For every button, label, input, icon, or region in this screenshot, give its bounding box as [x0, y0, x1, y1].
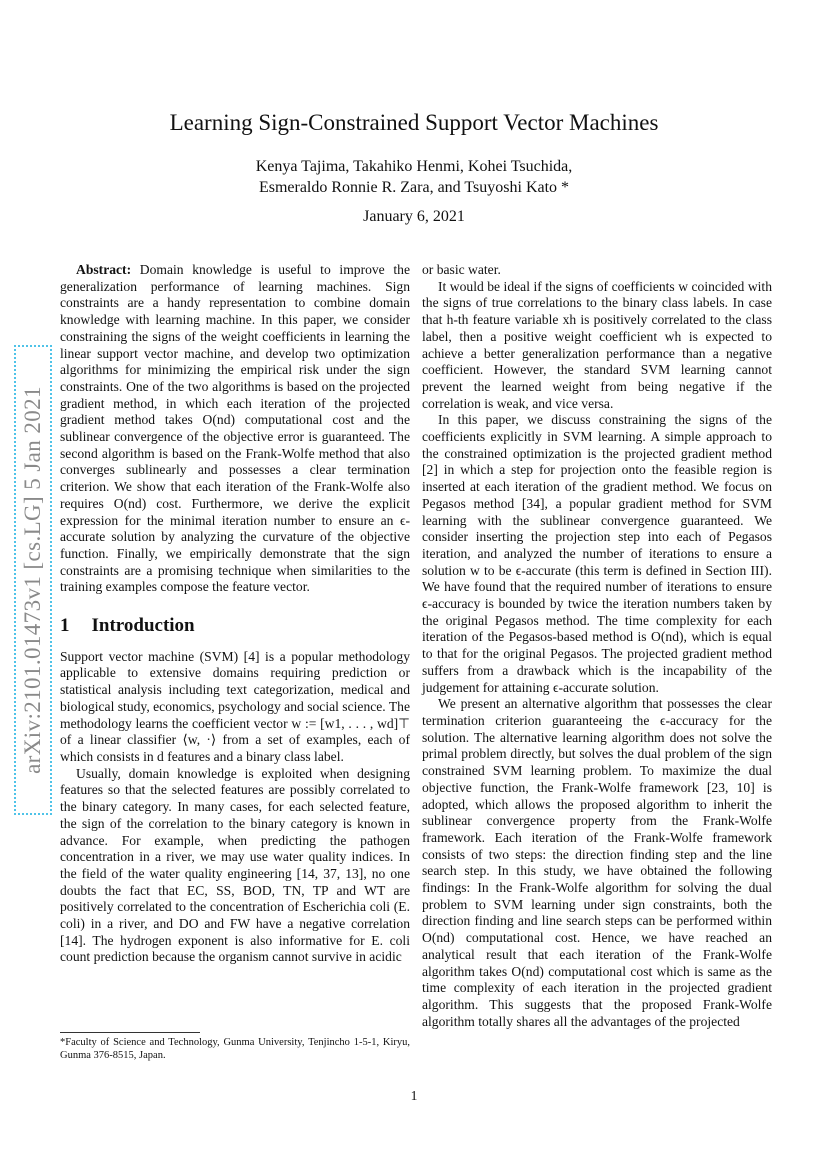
right-paragraph-2: In this paper, we discuss constraining the signs of the coefficients explicitly in SVM learning. A simple approach to the constrained optimization is the projected gradient method [2] in which a step for projection onto the feasible region is inserted at each iteration of the gradient method. We focus on Pegasos method [34], a popular gradient method for SVM learning with the sublinear convergence guaranteed. We consider inserting the projection step into each of Pegasos iteration, and analyzed the number of iterations to ensure a solution w to be ϵ-accurate (this term is defined in Section III). We have found that the required number of iterations to ensure ϵ-accuracy is bounded by twice the iteration numbers taken by the original Pegasos method. The time complexity for each iteration of the Pegasos-based method is O(nd), which is equal to that for the original Pegasos. The projected gradient method suffers from a drawback which is the incapability of the judgement for attaining ϵ-accurate solution. [422, 412, 772, 695]
paper-title: Learning Sign-Constrained Support Vector Machines [169, 110, 659, 135]
author-line-2: Esmeraldo Ronnie R. Zara, and Tsuyoshi Kato * [258, 179, 570, 196]
right-column [422, 262, 772, 1030]
author-line-1: Kenya Tajima, Takahiko Henmi, Kohei Tsuchida, [255, 158, 573, 175]
arxiv-identifier-text: arXiv:2101.01473v1 [cs.LG] 5 Jan 2021 [20, 386, 46, 774]
affiliation-footnote: *Faculty of Science and Technology, Gunma University, Tenjincho 1-5-1, Kiryu, Gunma 376-8515, Japan. [60, 1037, 410, 1061]
page-number: 1 [410, 1088, 418, 1103]
paper-date: January 6, 2021 [363, 208, 465, 225]
right-paragraph-continuation: or basic water. [422, 262, 501, 277]
left-column [60, 262, 410, 966]
abstract-text: Domain knowledge is useful to improve the generalization performance of learning machines. Sign constraints are a handy representation to combine domain knowledge with learning machine. In this paper, we consider constraining the signs of the weight coefficients in learning the linear support vector machine, and develop two optimization algorithms for minimizing the empirical risk under the sign constraints. One of the two algorithms is based on the projected gradient method, in which each iteration of the projected gradient method takes O(nd) computational cost and the sublinear convergence of the objective error is guaranteed. The second algorithm is based on the Frank-Wolfe method that also converges sublinearly and possesses a clear termination criterion. We show that each iteration of the Frank-Wolfe also requires O(nd) cost. Furthermore, we derive the explicit expression for the minimal iteration number to ensure an ϵ-accurate solution by analyzing the curvature of the objective function. Finally, we empirically demonstrate that the sign constraints are a promising technique when similarities to the training examples compose the feature vector. [60, 262, 410, 595]
abstract-paragraph [60, 262, 410, 596]
abstract-label: Abstract: [76, 262, 132, 277]
intro-paragraph-2: Usually, domain knowledge is exploited when designing features so that the selected features are possibly correlated to the binary category. In many cases, for each selected feature, the sign of the correlation to the binary category is known in advance. For example, when predicting the pathogen concentration in a river, we may use water quality indices. In the field of the water quality engineering [14, 37, 13], no one doubts the fact that EC, SS, BOD, TN, TP and WT are positively correlated to the concentration of Escherichia coli (E. coli) in a river, and DO and FW have a negative correlation [14]. The hydrogen exponent is also informative for E. coli count prediction because the organism cannot survive in acidic [60, 765, 410, 965]
section-title: Introduction [91, 615, 195, 637]
section-number: 1 [60, 615, 70, 637]
footnote-divider [60, 1032, 200, 1033]
section-heading-introduction [60, 615, 410, 637]
right-paragraph-3: We present an alternative algorithm that possesses the clear termination criterion guaranteeing the ϵ-accuracy for the solution. The alternative learning algorithm does not solve the primal problem directly, but solves the dual problem of the sign constrained SVM learning problem. To maximize the dual objective function, the Frank-Wolfe framework [23, 10] is adopted, which allows the proposed algorithm to inherit the sublinear convergence property from the Frank-Wolfe framework. Each iteration of the Frank-Wolfe framework consists of two steps: the direction finding step and the line search step. In this study, we have obtained the following findings: In the Frank-Wolfe algorithm for solving the dual problem to SVM learning under sign constraints, both the direction finding and line search steps can be performed within O(nd) computational cost. Hence, we have reached an analytical result that each iteration of the Frank-Wolfe algorithm takes O(nd) computational cost which is same as the time complexity of each iteration in the projected gradient algorithm. This suggests that the proposed Frank-Wolfe algorithm totally shares all the advantages of the projected [422, 696, 772, 1029]
author-list [0, 156, 828, 198]
intro-paragraph-1: Support vector machine (SVM) [4] is a popular methodology applicable to extensive domains requiring prediction or statistical analysis including text categorization, medical and biological study, economics, psychology and social science. The methodology learns the coefficient vector w := [w1, . . . , wd]⊤ of a linear classifier ⟨w, ·⟩ from a set of examples, each of which consists in d features and a binary class label. [60, 648, 410, 764]
right-paragraph-1: It would be ideal if the signs of coefficients w coincided with the signs of true correlations to the binary class labels. In case that h-th feature variable xh is positively correlated to the class label, then a positive weight coefficient wh is expected to achieve a better generalization performance than a negative coefficient. However, the standard SVM learning cannot prevent the learned weight from being negative if the correlation is weak, and vice versa. [422, 278, 772, 411]
arxiv-identifier-stamp [14, 345, 52, 815]
